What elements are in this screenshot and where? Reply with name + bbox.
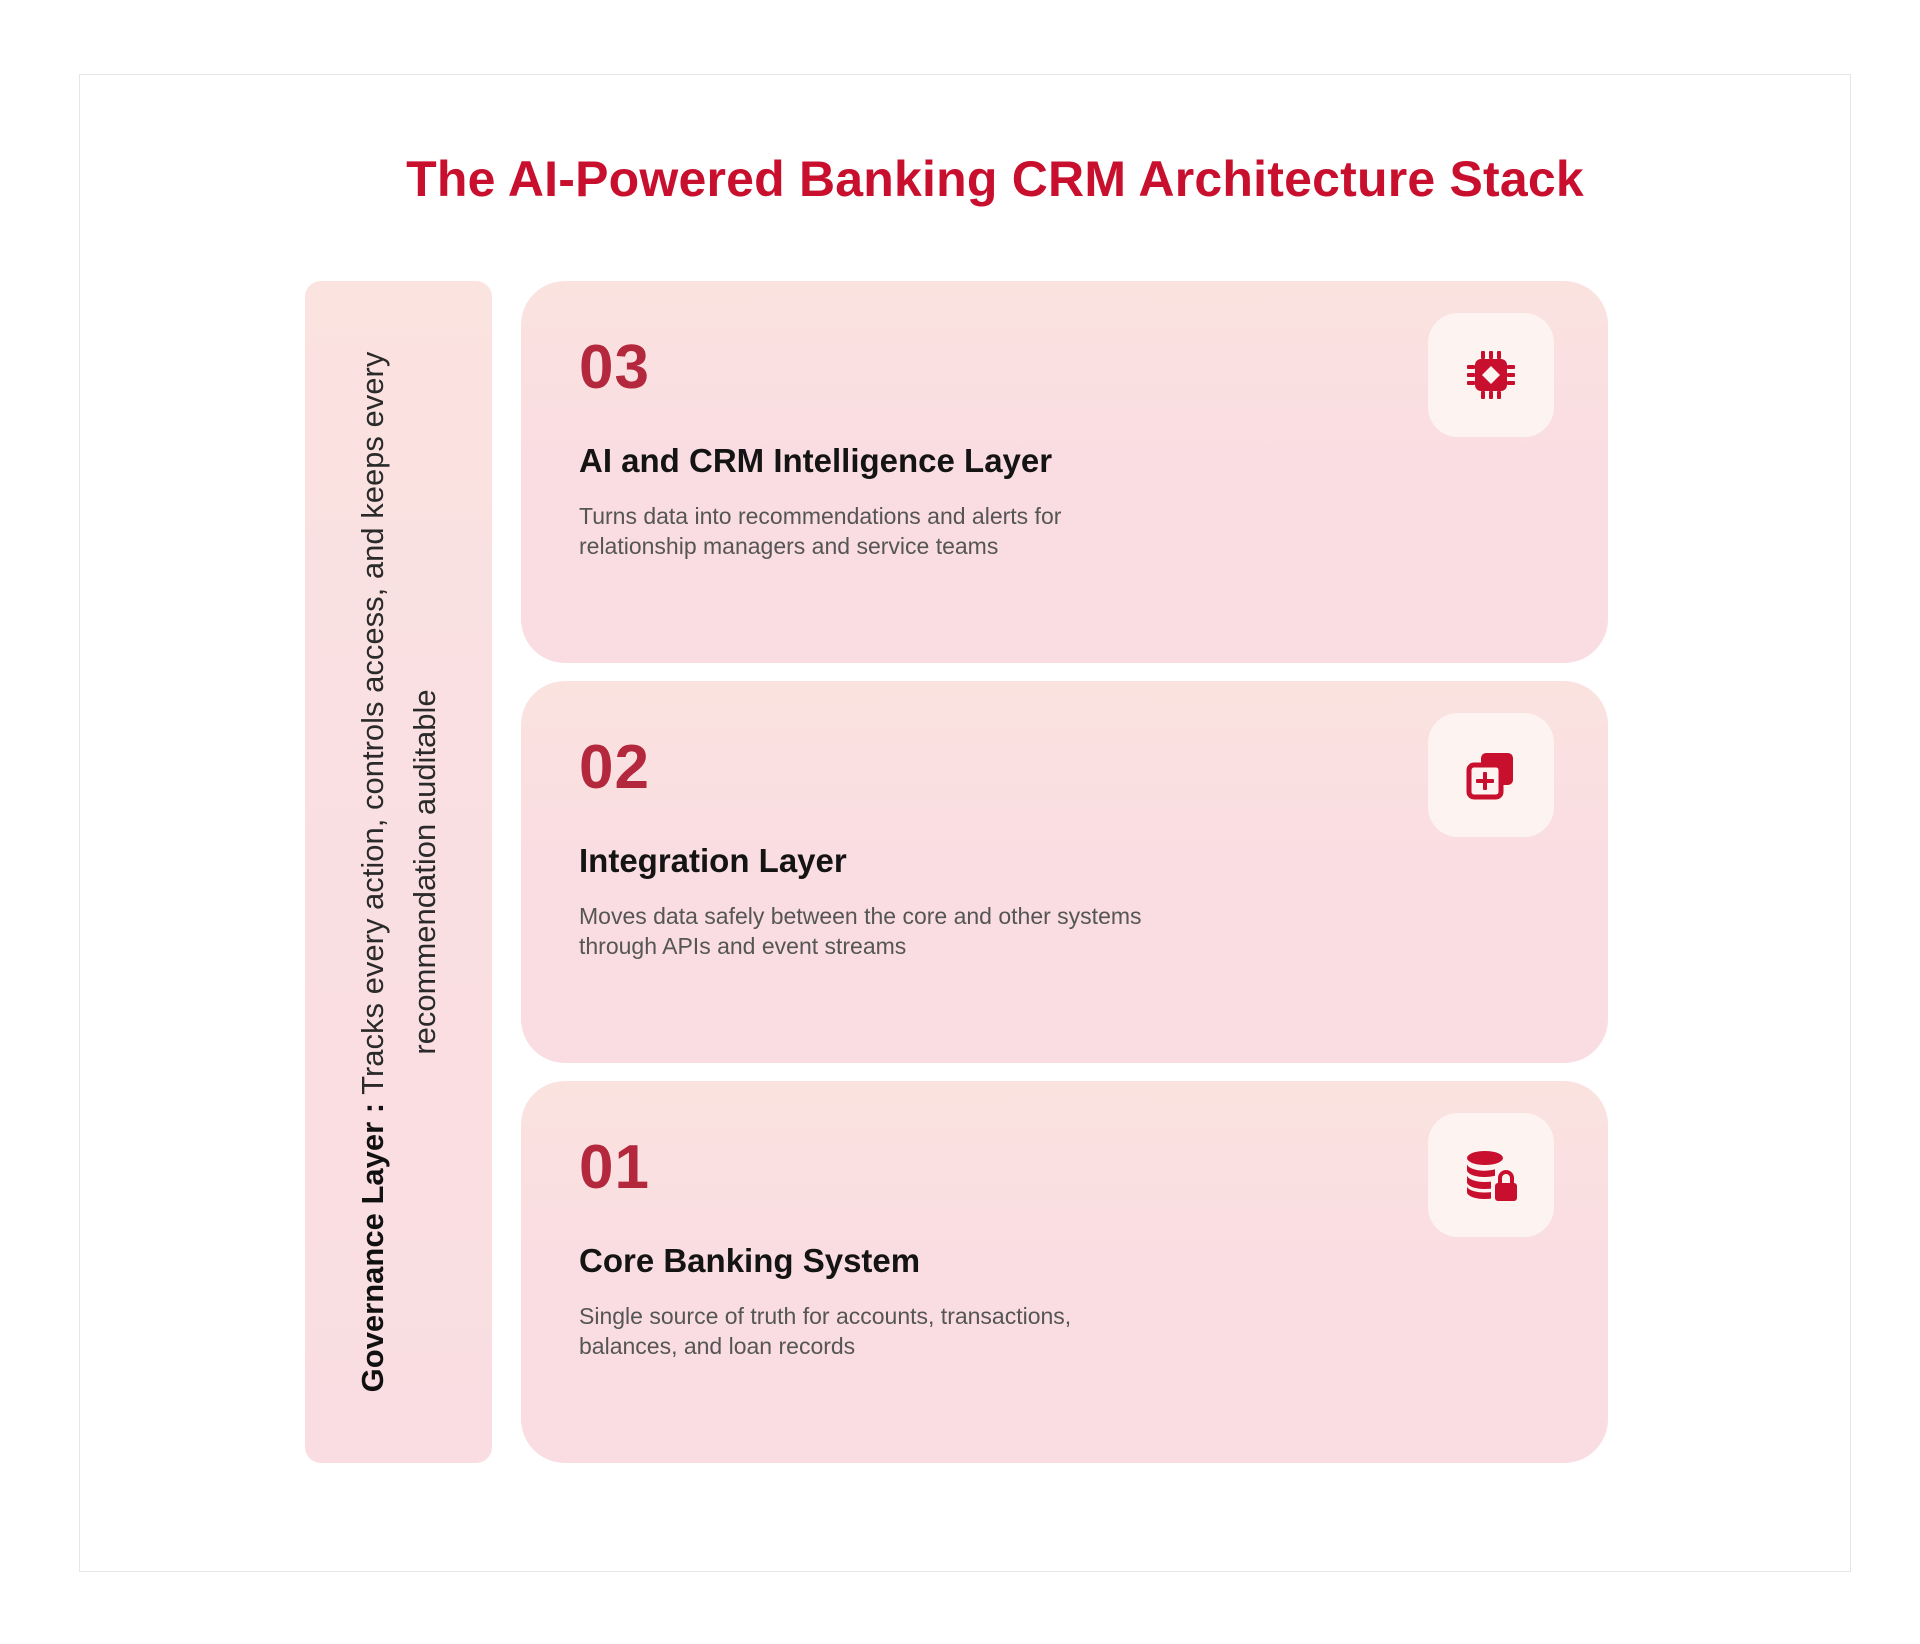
layer-title: Integration Layer	[579, 842, 847, 879]
icon-box	[1428, 1113, 1554, 1237]
layer-title: Core Banking System	[579, 1242, 921, 1279]
governance-panel	[305, 281, 492, 1463]
governance-description: Tracks every action, controls access, and keeps every recommendation auditable	[354, 351, 442, 1095]
database-lock-icon	[1461, 1145, 1521, 1205]
chip-icon	[1461, 345, 1521, 405]
page-title: The AI-Powered Banking CRM Architecture Stack	[406, 151, 1584, 207]
add-stack-icon	[1461, 745, 1521, 805]
layer-card-integration	[521, 681, 1608, 1063]
layer-description: Single source of truth for accounts, transactions, balances, and loan records	[579, 1303, 1072, 1359]
layer-card-core-banking	[521, 1081, 1608, 1463]
governance-text	[347, 302, 451, 1442]
icon-box	[1428, 313, 1554, 437]
layer-description: Turns data into recommendations and alerts for relationship managers and service teams	[579, 503, 1062, 559]
layer-title: AI and CRM Intelligence Layer	[579, 442, 1053, 479]
governance-title: Governance Layer :	[354, 1102, 390, 1393]
layer-card-ai-crm	[521, 281, 1608, 663]
layer-number: 02	[579, 733, 650, 802]
layer-number: 03	[579, 333, 650, 402]
layer-description: Moves data safely between the core and other systems through APIs and event streams	[579, 903, 1142, 959]
layer-number: 01	[579, 1133, 650, 1202]
icon-box	[1428, 713, 1554, 837]
